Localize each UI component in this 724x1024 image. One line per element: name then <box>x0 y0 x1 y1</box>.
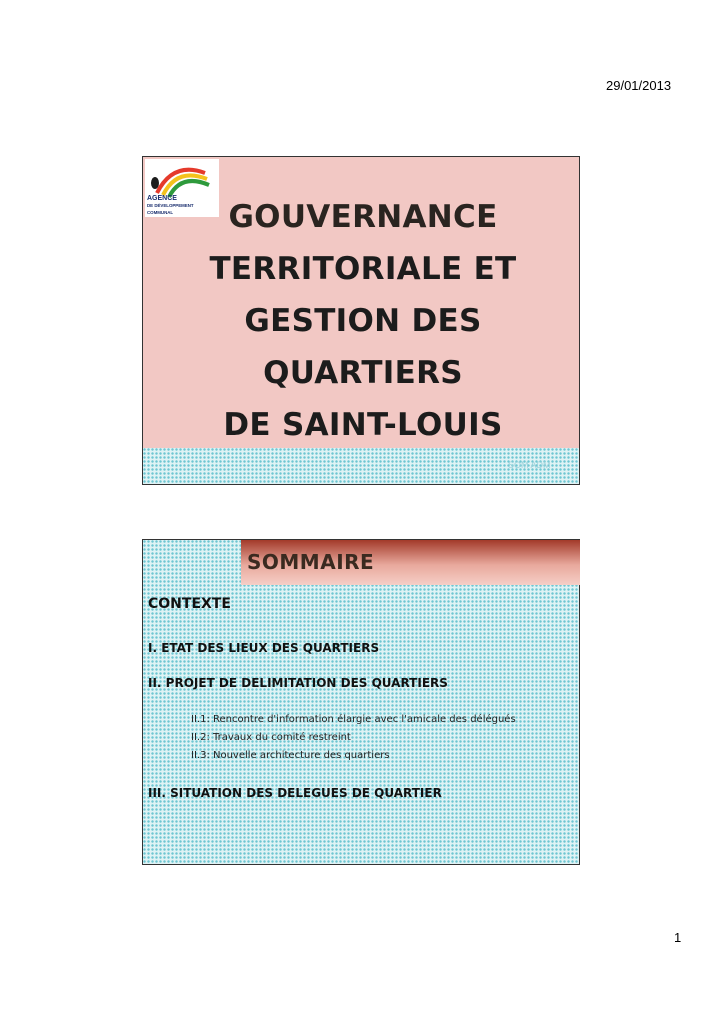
title-slide <box>142 156 580 485</box>
summary-slide-background <box>143 540 579 864</box>
title-line: GOUVERNANCE <box>228 199 498 235</box>
slide-mark: SOM ADM <box>508 460 551 470</box>
toc-item-section-2: II. PROJET DE DELIMITATION DES QUARTIERS <box>148 676 448 690</box>
toc-subitem-2-3: II.3: Nouvelle architecture des quartiers <box>191 750 390 761</box>
logo-line1: AGENCE <box>147 195 177 202</box>
toc-subitem-2-1: II.1: Rencontre d'information élargie avec l'amicale des délégués <box>191 714 516 725</box>
toc-item-contexte: CONTEXTE <box>148 596 231 612</box>
sommaire-heading: SOMMAIRE <box>247 550 375 574</box>
slide-title <box>183 191 543 451</box>
title-line: QUARTIERS <box>263 355 463 391</box>
title-line: GESTION DES <box>244 303 482 339</box>
title-line: DE SAINT-LOUIS <box>223 407 503 443</box>
logo-line2: DE DÉVELOPPEMENT COMMUNAL <box>147 203 194 215</box>
toc-item-section-1: I. ETAT DES LIEUX DES QUARTIERS <box>148 641 380 655</box>
print-date: 29/01/2013 <box>606 78 672 93</box>
toc-subitem-2-2: II.2: Travaux du comité restreint <box>191 732 351 743</box>
toc-item-section-3: III. SITUATION DES DELEGUES DE QUARTIER <box>148 786 442 800</box>
title-line: TERRITORIALE ET <box>209 251 517 287</box>
summary-slide <box>142 539 580 865</box>
page-number: 1 <box>674 930 682 945</box>
